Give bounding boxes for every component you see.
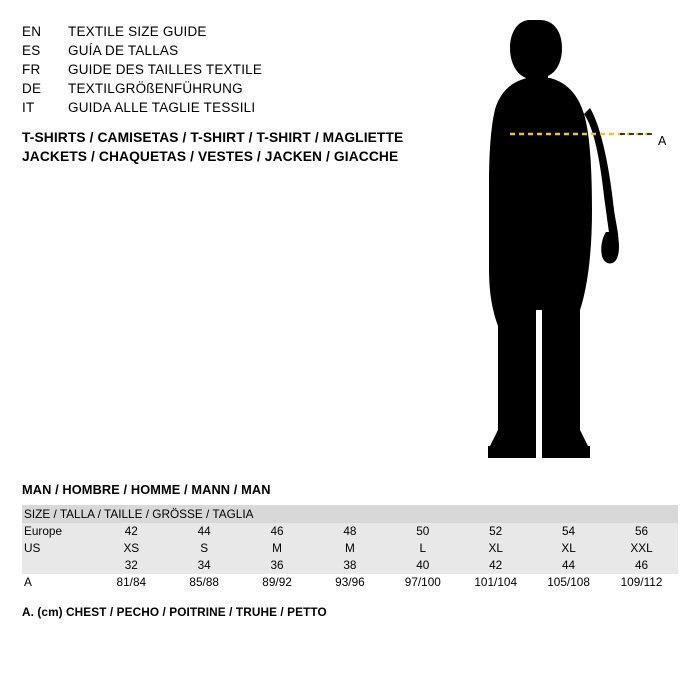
cell-a-1: 81/84 [95, 574, 168, 591]
language-code-it: IT [22, 100, 35, 115]
table-row [22, 557, 678, 574]
cell-europe-8: 56 [605, 523, 678, 540]
row-label-a: A [22, 574, 95, 591]
cell-a-5: 97/100 [386, 574, 459, 591]
language-row-es [22, 43, 452, 62]
cell-usnum-4: 38 [314, 557, 387, 574]
cell-a-7: 105/108 [532, 574, 605, 591]
language-code-es: ES [22, 43, 41, 58]
cell-europe-2: 44 [168, 523, 241, 540]
cell-a-3: 89/92 [241, 574, 314, 591]
size-table-section [22, 482, 678, 619]
cell-us-5: L [386, 540, 459, 557]
cell-us-8: XXL [605, 540, 678, 557]
cell-us-6: XL [459, 540, 532, 557]
row-label-europe: Europe [22, 523, 95, 540]
cell-us-7: XL [532, 540, 605, 557]
row-label-us: US [22, 540, 95, 557]
cell-us-4: M [314, 540, 387, 557]
cell-usnum-6: 42 [459, 557, 532, 574]
table-footnote: A. (cm) CHEST / PECHO / POITRINE / TRUHE / PETTO [22, 605, 327, 619]
cell-a-4: 93/96 [314, 574, 387, 591]
cell-us-3: M [241, 540, 314, 557]
language-code-fr: FR [22, 62, 41, 77]
language-row-fr [22, 62, 452, 81]
table-row [22, 540, 678, 557]
cell-a-2: 85/88 [168, 574, 241, 591]
language-row-it [22, 100, 452, 119]
cell-usnum-8: 46 [605, 557, 678, 574]
table-title-man: MAN / HOMBRE / HOMME / MANN / MAN [22, 482, 271, 497]
cell-europe-5: 50 [386, 523, 459, 540]
male-figure-illustration [470, 10, 690, 470]
table-row [22, 523, 678, 540]
cell-usnum-1: 32 [95, 557, 168, 574]
language-row-de [22, 81, 452, 100]
language-code-de: DE [22, 81, 42, 96]
cell-europe-3: 46 [241, 523, 314, 540]
cell-usnum-2: 34 [168, 557, 241, 574]
cell-a-8: 109/112 [605, 574, 678, 591]
language-row-en [22, 24, 452, 43]
language-title-fr: GUIDE DES TAILLES TEXTILE [68, 62, 263, 77]
table-header-row [22, 505, 678, 523]
language-title-de: TEXTILGRÖßENFÜHRUNG [68, 81, 243, 96]
cell-usnum-7: 44 [532, 557, 605, 574]
language-title-es: GUÍA DE TALLAS [68, 43, 179, 58]
cell-usnum-3: 36 [241, 557, 314, 574]
language-header-block [22, 24, 452, 119]
table-header-label: SIZE / TALLA / TAILLE / GRÖSSE / TAGLIA [22, 505, 678, 523]
language-title-it: GUIDA ALLE TAGLIE TESSILI [68, 100, 256, 115]
language-title-en: TEXTILE SIZE GUIDE [68, 24, 207, 39]
category-line-tshirts: T-SHIRTS / CAMISETAS / T-SHIRT / T-SHIRT / MAGLIETTE [22, 130, 404, 145]
cell-europe-1: 42 [95, 523, 168, 540]
cell-a-6: 101/104 [459, 574, 532, 591]
cell-europe-6: 52 [459, 523, 532, 540]
cell-europe-7: 54 [532, 523, 605, 540]
silhouette-shape [488, 20, 619, 458]
row-label-us-numeric [22, 557, 95, 574]
cell-us-1: XS [95, 540, 168, 557]
cell-us-2: S [168, 540, 241, 557]
language-code-en: EN [22, 24, 42, 39]
cell-usnum-5: 40 [386, 557, 459, 574]
size-table [22, 505, 678, 591]
cell-europe-4: 48 [314, 523, 387, 540]
measure-label-a: A [658, 134, 667, 148]
category-line-jackets: JACKETS / CHAQUETAS / VESTES / JACKEN / GIACCHE [22, 149, 399, 164]
category-block [22, 128, 492, 166]
table-row [22, 574, 678, 591]
